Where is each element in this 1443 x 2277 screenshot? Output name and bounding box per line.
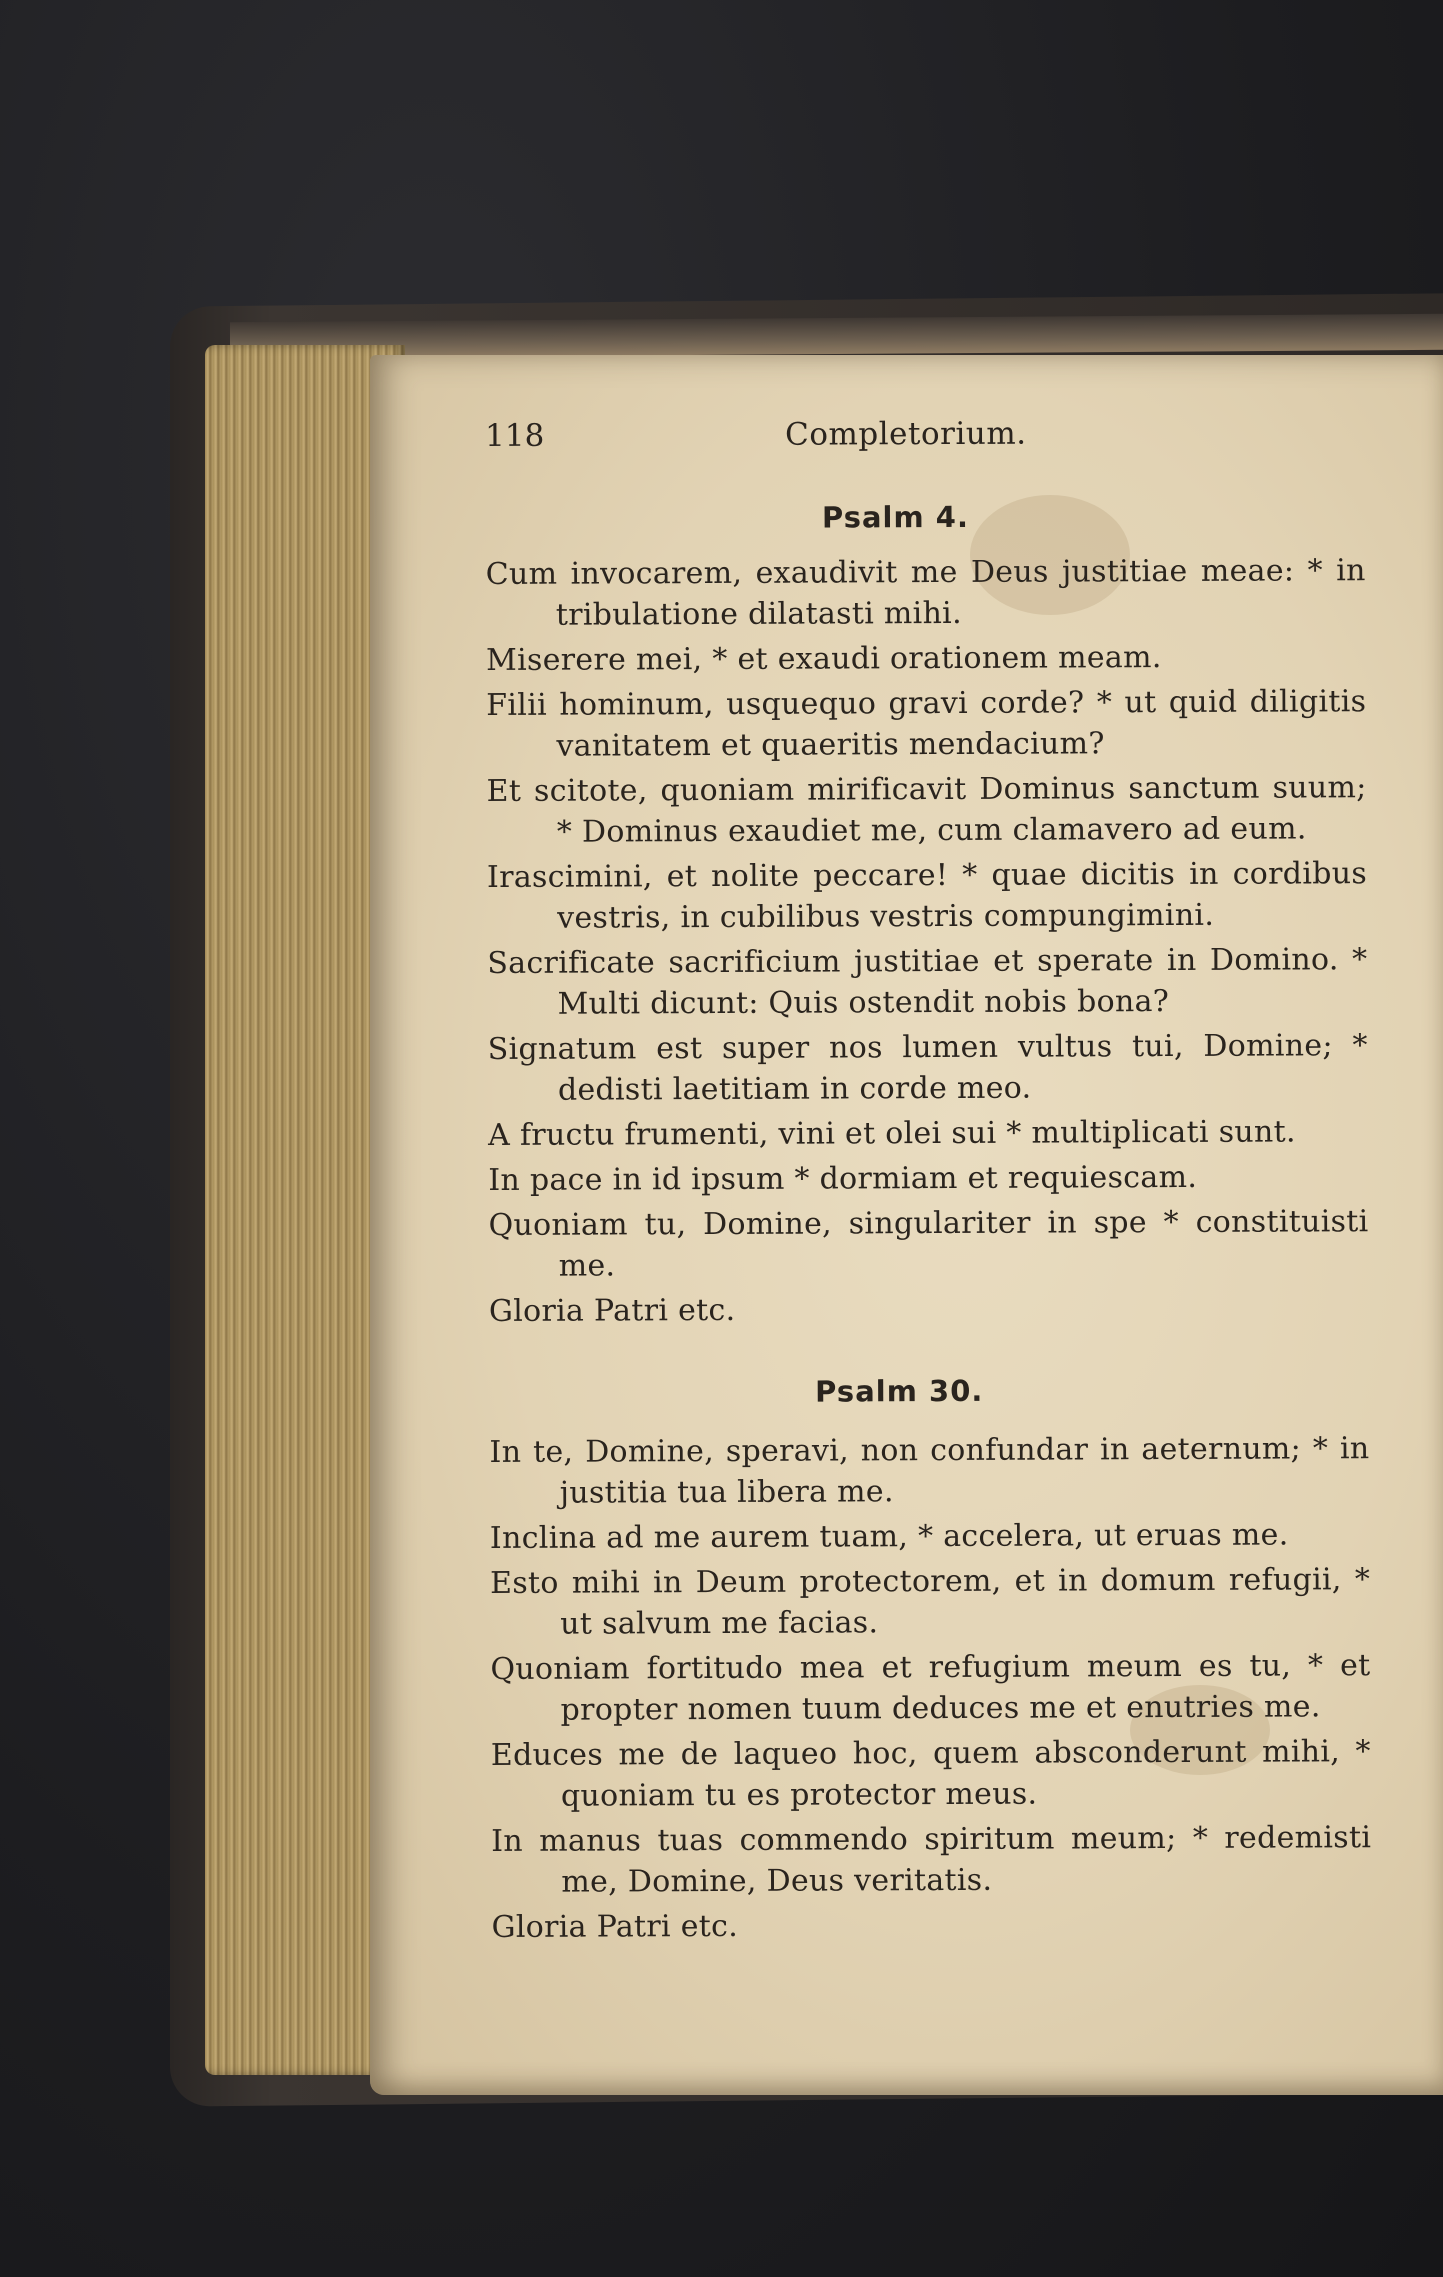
doxology: Gloria Patri etc. [488,1292,736,1329]
doxology: Gloria Patri etc. [491,1908,739,1945]
verse: In pace in id ipsum * dormiam et requiescam. [488,1159,1198,1198]
verse: Educes me de laqueo hoc, quem absconderunt mihi, * quoniam tu es protector meus. [490,1734,1371,1814]
psalm-section [485,498,1369,1332]
verse: Miserere mei, * et exaudi orationem meam. [485,640,1162,678]
verse: A fructu frumenti, vini et olei sui * multiplicati sunt. [488,1114,1296,1153]
verse: Filii hominum, usquequo gravi corde? * ut quid diligitis vanitatem et quaeritis mendacium? [486,684,1367,764]
verse: In manus tuas commendo spiritum meum; * redemisti me, Domine, Deus veritatis. [491,1820,1372,1900]
running-head [485,414,1365,478]
verse: Et scitote, quoniam mirificavit Dominus sanctum suum; * Dominus exaudiet me, cum clamavero ad eum. [486,770,1367,850]
verse: Signatum est super nos lumen vultus tui, Domine; * dedisti laetitiam in corde meo. [487,1028,1368,1108]
verse: Quoniam tu, Domine, singulariter in spe * constituisti me. [488,1204,1369,1284]
psalm-heading: Psalm 4. [821,499,970,535]
verse: Inclina ad me aurem tuam, * accelera, ut eruas me. [489,1517,1289,1556]
running-title: Completorium. [784,415,1027,453]
verse: Cum invocarem, exaudivit me Deus justitiae meae: * in tribulatione dilatasti mihi. [485,553,1366,633]
psalm-heading: Psalm 30. [815,1373,984,1409]
page-number: 118 [485,417,545,454]
verse: Esto mihi in Deum protectorem, et in domum refugii, * ut salvum me facias. [490,1562,1371,1642]
psalm-section [489,1372,1371,1948]
verse: Sacrificate sacrificium justitiae et sperate in Domino. * Multi dicunt: Quis ostendit nobis bona? [487,942,1368,1022]
verse: Quoniam fortitudo mea et refugium meum es tu, * et propter nomen tuum deduces me et enutries me. [490,1648,1371,1728]
verse: Irascimini, et nolite peccare! * quae dicitis in cordibus vestris, in cubilibus vestris compungimini. [486,856,1368,936]
verse: In te, Domine, speravi, non confundar in aeternum; * in justitia tua libera me. [489,1431,1370,1511]
page-text [485,414,1372,1952]
